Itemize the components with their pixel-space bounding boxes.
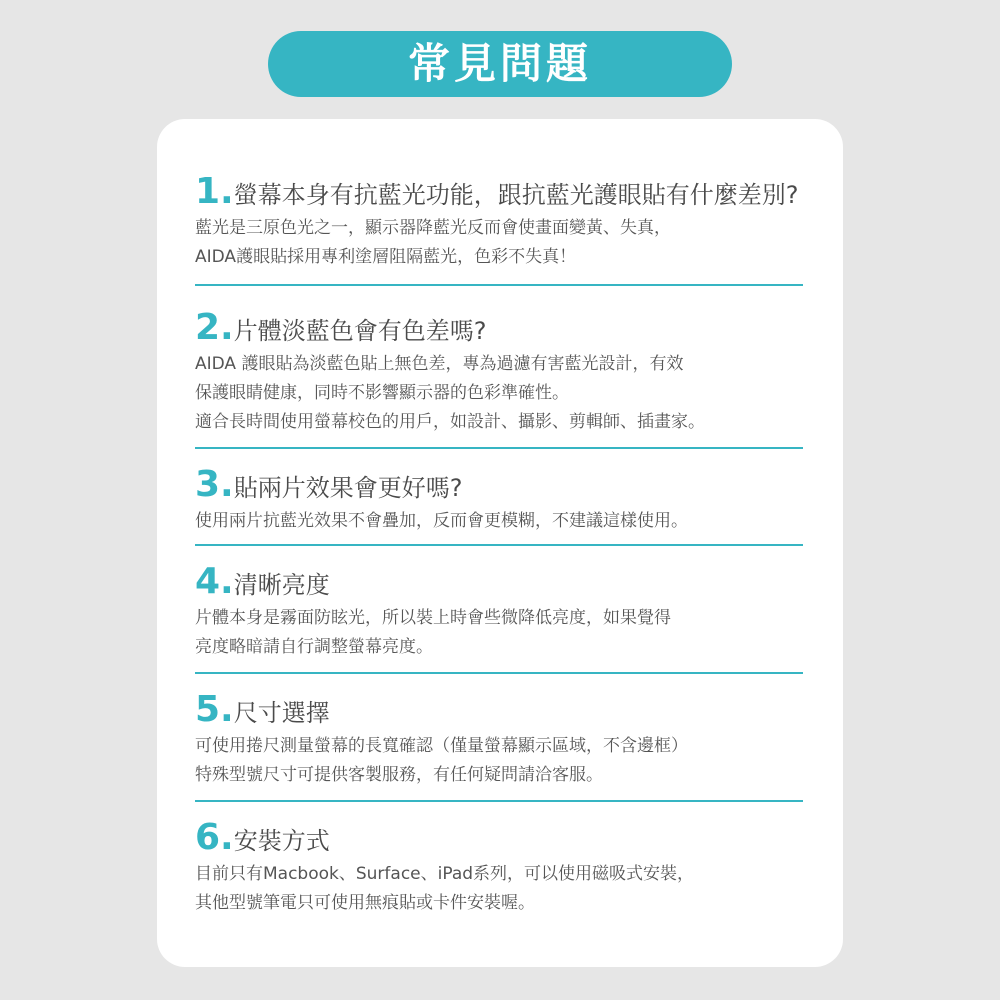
faq-question: 片體淡藍色會有色差嗎? <box>233 317 487 345</box>
faq-number: 2. <box>195 307 234 348</box>
faq-answer-line: AIDA護眼貼採用專利塗層阻隔藍光，色彩不失真！ <box>195 247 577 267</box>
faq-number: 4. <box>195 561 234 602</box>
faq-answer-line: 特殊型號尺寸可提供客製服務，有任何疑問請洽客服。 <box>195 765 603 785</box>
faq-number: 3. <box>195 464 234 505</box>
divider <box>195 672 803 674</box>
faq-number: 6. <box>195 817 234 858</box>
faq-answer-line: 亮度略暗請自行調整螢幕亮度。 <box>195 637 433 657</box>
divider <box>195 800 803 802</box>
faq-item-4 <box>195 562 805 662</box>
faq-answer-line: 其他型號筆電只可使用無痕貼或卡件安裝喔。 <box>195 893 535 913</box>
faq-question: 尺寸選擇 <box>233 699 330 727</box>
faq-item-6 <box>195 818 805 918</box>
faq-question: 安裝方式 <box>233 827 330 855</box>
faq-answer-line: 片體本身是霧面防眩光，所以裝上時會些微降低亮度，如果覺得 <box>195 608 671 628</box>
faq-heading <box>195 562 805 602</box>
faq-answer-line: 使用兩片抗藍光效果不會疊加，反而會更模糊，不建議這樣使用。 <box>195 511 688 531</box>
faq-card <box>157 119 843 967</box>
faq-answer-line: AIDA 護眼貼為淡藍色貼上無色差，專為過濾有害藍光設計，有效 <box>195 354 684 374</box>
faq-answer-line: 可使用捲尺測量螢幕的長寬確認（僅量螢幕顯示區域，不含邊框） <box>195 736 688 756</box>
faq-answer <box>195 604 805 662</box>
faq-heading <box>195 308 805 348</box>
faq-item-2 <box>195 308 805 437</box>
faq-answer <box>195 860 805 918</box>
faq-question: 貼兩片效果會更好嗎? <box>233 474 463 502</box>
faq-question: 清晰亮度 <box>233 571 330 599</box>
faq-answer-line: 適合長時間使用螢幕校色的用戶，如設計、攝影、剪輯師、插畫家。 <box>195 412 705 432</box>
faq-answer-line: 目前只有Macbook、Surface、iPad系列，可以使用磁吸式安裝， <box>195 864 695 884</box>
faq-heading <box>195 172 805 212</box>
faq-answer <box>195 732 805 790</box>
faq-answer-line: 保護眼睛健康，同時不影響顯示器的色彩準確性。 <box>195 383 569 403</box>
faq-answer <box>195 350 805 437</box>
faq-question: 螢幕本身有抗藍光功能，跟抗藍光護眼貼有什麼差別? <box>233 181 799 209</box>
divider <box>195 284 803 286</box>
divider <box>195 544 803 546</box>
faq-heading <box>195 465 805 505</box>
divider <box>195 447 803 449</box>
faq-answer <box>195 214 805 272</box>
faq-answer <box>195 507 805 536</box>
page-title: 常見問題 <box>268 31 732 97</box>
faq-item-3 <box>195 465 805 536</box>
faq-answer-line: 藍光是三原色光之一，顯示器降藍光反而會使畫面變黃、失真， <box>195 218 671 238</box>
faq-heading <box>195 690 805 730</box>
faq-heading <box>195 818 805 858</box>
faq-item-1 <box>195 172 805 272</box>
faq-number: 1. <box>195 171 234 212</box>
faq-item-5 <box>195 690 805 790</box>
faq-number: 5. <box>195 689 234 730</box>
